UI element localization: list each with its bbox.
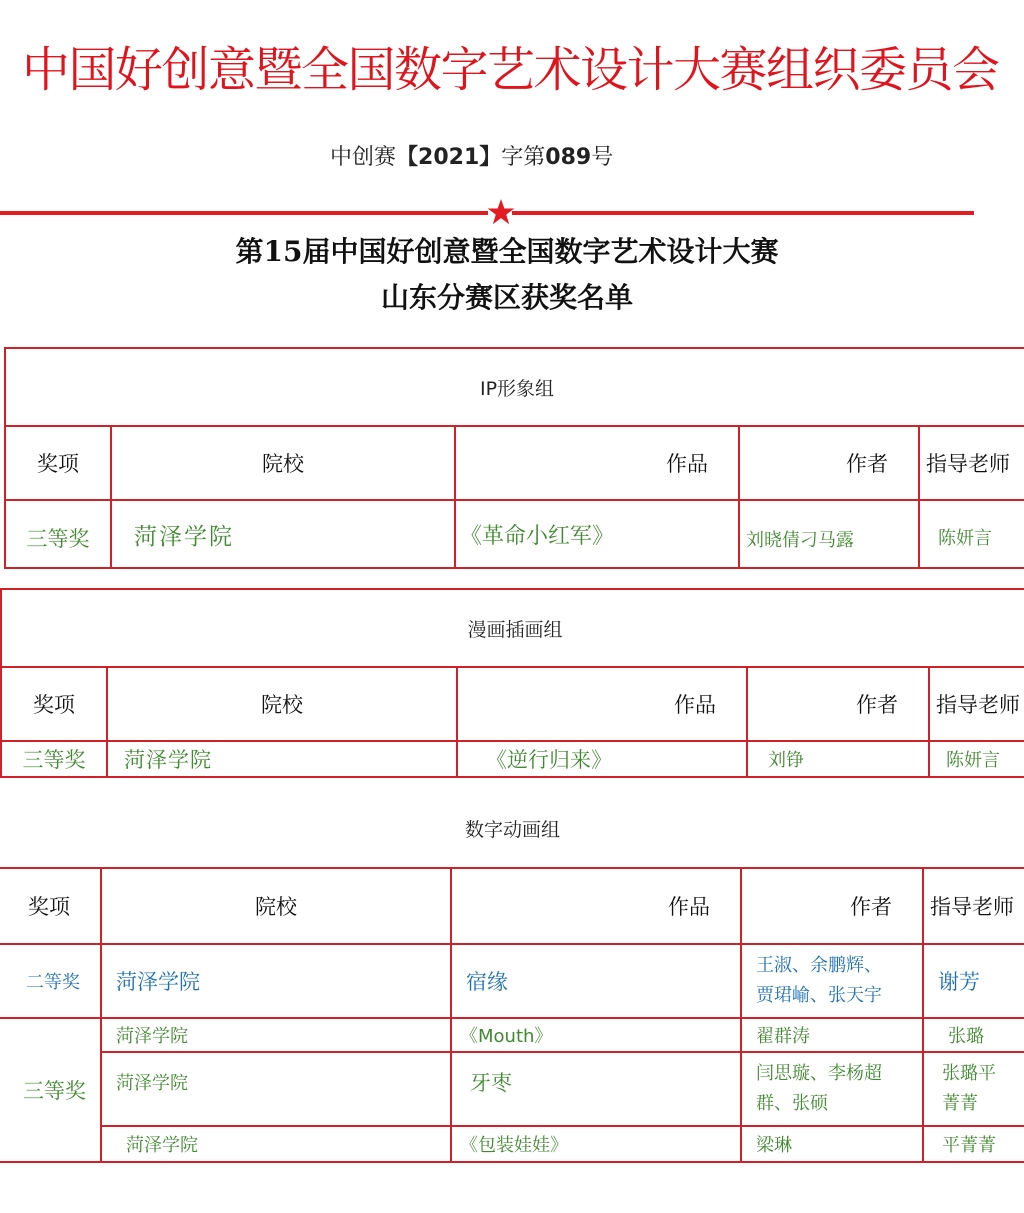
advisor-cell: 陈妍言 [919,500,1024,568]
school-cell: 菏泽学院 [101,1052,451,1126]
advisor-cell: 谢芳 [923,944,1024,1018]
col-header-award: 奖项 [0,868,101,944]
work-cell: 宿缘 [451,944,741,1018]
advisor-cell [923,1052,1024,1126]
author-cell [741,1052,923,1126]
col-header-advisor: 指导老师 [919,426,1024,500]
author-line: 群、张硕 [756,1093,828,1114]
award-table-comic [0,588,1024,778]
author-cell: 刘铮 [747,741,929,777]
main-title-line2: 山东分赛区获奖名单 [380,281,633,314]
col-header-work: 作品 [451,868,741,944]
col-header-author: 作者 [747,667,929,741]
group-title: 漫画插画组 [1,589,1024,667]
table-row [0,1052,1024,1126]
red-divider-left [0,211,488,215]
doc-number-mid: 字第 [501,145,546,170]
work-cell: 牙枣 [451,1052,741,1126]
col-header-author: 作者 [741,868,923,944]
doc-number-suffix: 号 [591,145,614,170]
author-cell: 翟群涛 [741,1018,923,1052]
school-cell: 菏泽学院 [101,1018,451,1052]
school-cell: 菏泽学院 [101,944,451,1018]
col-header-advisor: 指导老师 [923,868,1024,944]
col-header-school: 院校 [101,868,451,944]
award-cell: 二等奖 [0,944,101,1018]
author-cell [741,944,923,1018]
document-number [330,140,613,171]
advisor-line: 菁菁 [942,1093,978,1114]
col-header-work: 作品 [457,667,747,741]
doc-number-no: 089 [545,145,592,170]
author-cell: 梁琳 [741,1126,923,1162]
award-cell: 三等奖 [1,741,107,777]
col-header-school: 院校 [111,426,455,500]
red-divider-right [512,211,974,215]
author-line: 闫思璇、李杨超 [756,1063,882,1084]
advisor-cell: 陈妍言 [929,741,1024,777]
award-cell: 三等奖 [0,1018,101,1162]
work-cell: 《包装娃娃》 [451,1126,741,1162]
author-line: 王淑、余鹏辉、 [756,955,882,976]
table-row [0,944,1024,1018]
organization-title: 中国好创意暨全国数字艺术设计大赛组织委员会 [22,42,999,98]
work-cell: 《革命小红军》 [455,500,739,568]
table-row [5,500,1024,568]
work-cell: 《Mouth》 [451,1018,741,1052]
col-header-author: 作者 [739,426,919,500]
col-header-award: 奖项 [5,426,111,500]
school-cell: 菏泽学院 [101,1126,451,1162]
col-header-work: 作品 [455,426,739,500]
group-title: IP形象组 [5,348,1024,426]
group-title: 数字动画组 [0,790,1024,868]
award-cell: 三等奖 [5,500,111,568]
school-cell: 菏泽学院 [111,500,455,568]
main-title-line1: 第15届中国好创意暨全国数字艺术设计大赛 [235,235,779,268]
table-row [0,1018,1024,1052]
author-line: 贾珺崳、张天宇 [756,985,882,1006]
col-header-school: 院校 [107,667,457,741]
col-header-advisor: 指导老师 [929,667,1024,741]
author-cell: 刘晓倩刁马露 [739,500,919,568]
advisor-line: 张璐平 [942,1063,996,1084]
col-header-award: 奖项 [1,667,107,741]
advisor-cell: 平菁菁 [923,1126,1024,1162]
work-cell: 《逆行归来》 [457,741,747,777]
advisor-cell: 张璐 [923,1018,1024,1052]
doc-number-prefix: 中创赛 [330,145,397,170]
school-cell: 菏泽学院 [107,741,457,777]
table-row [0,1126,1024,1162]
award-table-animation [0,790,1024,1163]
star-icon [487,198,515,226]
table-row [1,741,1024,777]
award-table-ip [4,347,1024,569]
doc-number-year: 【2021】 [396,145,502,170]
